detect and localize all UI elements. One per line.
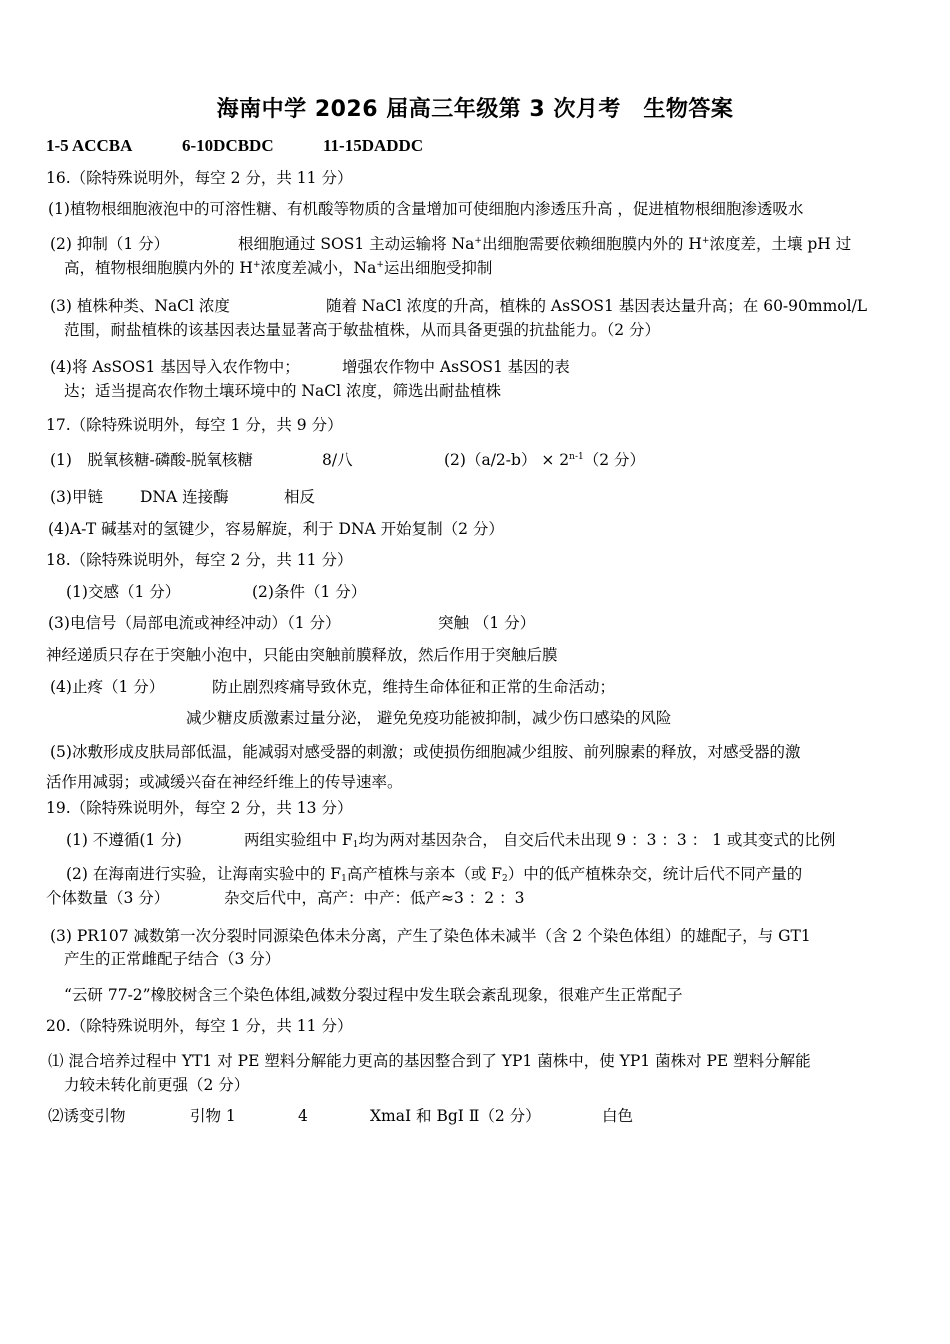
q18-answer-4b: 防止剧烈疼痛导致休克，维持生命体征和正常的生命活动；: [212, 678, 616, 696]
q16-answer-3a: (3) 植株种类、NaCl 浓度: [50, 297, 230, 315]
q18-answer-5a: (5)冰敷形成皮肤局部低温，能减弱对感受器的刺激；或使损伤细胞减少组胺、前列腺素的释放，对感受器的激: [50, 743, 801, 761]
mc-answers-6-10: 6-10DCBDC: [182, 136, 274, 155]
q20-heading: 20.（除特殊说明外，每空 1 分，共 11 分）: [46, 1017, 353, 1035]
q16-answer-1: (1)植物根细胞液泡中的可溶性糖、有机酸等物质的含量增加可使细胞内渗透压升高 ，促进植物根细胞渗透吸水: [48, 200, 804, 218]
q18-heading: 18.（除特殊说明外，每空 2 分，共 11 分）: [46, 551, 353, 569]
q17-answer-2: $(2)(a/2-b) \times 2^{n-1}(2$ 分）: [444, 451, 646, 469]
q18-answer-5b: 活作用减弱；或减缓兴奋在神经纤维上的传导速率。: [46, 773, 403, 791]
q18-answer-4c: 减少糖皮质激素过量分泌， 避免免疫功能被抑制，减少伤口感染的风险: [186, 709, 672, 727]
q20-answer-2c: 4: [298, 1107, 308, 1125]
q17-answer-1a: (1) 脱氧核糖-磷酸-脱氧核糖: [50, 451, 253, 469]
mc-answers-1-5: 1-5 ACCBA: [46, 136, 133, 155]
q16-heading: 16.（除特殊说明外，每空 2 分，共 11 分）: [46, 169, 353, 187]
q18-answer-2: (2)条件（1 分）: [252, 583, 367, 601]
q20-answer-2a: ⑵诱变引物: [48, 1107, 126, 1125]
q16-answer-4b: 增强农作物中 AsSOS1 基因的表: [342, 358, 570, 376]
q16-answer-3c: 范围，耐盐植株的该基因表达量显著高于敏盐植株，从而具备更强的抗盐能力。（2 分）: [64, 321, 661, 339]
q17-heading: 17.（除特殊说明外，每空 1 分，共 9 分）: [46, 416, 343, 434]
q19-answer-3b: 产生的正常雌配子结合（3 分）: [64, 950, 281, 968]
q18-answer-3b: 突触 （1 分）: [438, 614, 536, 632]
q19-answer-3c: “云研 77-2”橡胶树含三个染色体组,减数分裂过程中发生联会紊乱现象，很难产生正常配子: [64, 986, 683, 1004]
q19-answer-2b: 个体数量（3 分）: [46, 889, 170, 907]
q16-answer-2b: 根细胞通过 SOS1 主动运输将 Na+出细胞需要依赖细胞膜内外的 H+浓度差，土壤 pH 过: [238, 235, 852, 253]
q16-answer-3b: 随着 NaCl 浓度的升高，植株的 AsSOS1 基因表达量升高；在 60-90mmol/L: [326, 297, 868, 315]
q16-answer-4a: (4)将 AsSOS1 基因导入农作物中；: [50, 358, 300, 376]
q17-answer-3a: (3)甲链: [50, 488, 103, 506]
q20-answer-1a: ⑴ 混合培养过程中 YT1 对 PE 塑料分解能力更高的基因整合到了 YP1 菌株中，使 YP1 菌株对 PE 塑料分解能: [48, 1052, 811, 1070]
q18-answer-1: (1)交感（1 分）: [66, 583, 181, 601]
q17-answer-3b: DNA 连接酶: [140, 488, 229, 506]
q19-answer-2a: (2) 在海南进行实验，让海南实验中的 $F_1$高产植株与亲本（或 $F_2$）中的低产植株杂交，统计后代不同产量的: [66, 865, 803, 884]
q17-answer-4: (4)A-T 碱基对的氢键少，容易解旋，利于 DNA 开始复制（2 分）: [48, 520, 504, 538]
q20-answer-2e: 白色: [602, 1107, 634, 1125]
q18-answer-3c: 神经递质只存在于突触小泡中，只能由突触前膜释放，然后作用于突触后膜: [46, 646, 558, 664]
q19-answer-2c: 杂交后代中，高产：中产：低产≈3 ：2 ：3: [224, 889, 525, 907]
q16-answer-2a: (2) 抑制（1 分）: [50, 235, 170, 253]
q17-answer-1b: 8/八: [322, 451, 353, 469]
q19-heading: 19.（除特殊说明外，每空 2 分，共 13 分）: [46, 799, 353, 817]
q16-answer-2c: 高，植物根细胞膜内外的 H+浓度差减小，Na+运出细胞受抑制: [64, 259, 493, 277]
mc-answers-11-15: 11-15DADDC: [323, 136, 424, 155]
q20-answer-2d: XmaI 和 BgI Ⅱ（2 分）: [370, 1107, 541, 1125]
q19-answer-3a: (3) PR107 减数第一次分裂时同源染色体未分离，产生了染色体未减半（含 2 个染色体组）的雄配子，与 GT1: [50, 927, 811, 945]
q18-answer-4a: (4)止疼（1 分）: [50, 678, 165, 696]
q19-answer-1a: (1) 不遵循(1 分): [66, 831, 182, 849]
q19-answer-1b: 两组实验组中 $F_1$均为两对基因杂合， 自交后代未出现 9 ：3 ：3 ： 1 或其变式的比例: [244, 831, 836, 850]
q18-answer-3a: (3)电信号（局部电流或神经冲动）（1 分）: [48, 614, 341, 632]
q20-answer-2b: 引物 1: [190, 1107, 236, 1125]
q16-answer-4c: 达；适当提高农作物土壤环境中的 NaCl 浓度，筛选出耐盐植株: [64, 382, 501, 400]
page-title: 海南中学 2026 届高三年级第 3 次月考 生物答案: [216, 97, 734, 122]
q17-answer-3c: 相反: [284, 488, 316, 506]
q20-answer-1b: 力较未转化前更强（2 分）: [64, 1076, 250, 1094]
